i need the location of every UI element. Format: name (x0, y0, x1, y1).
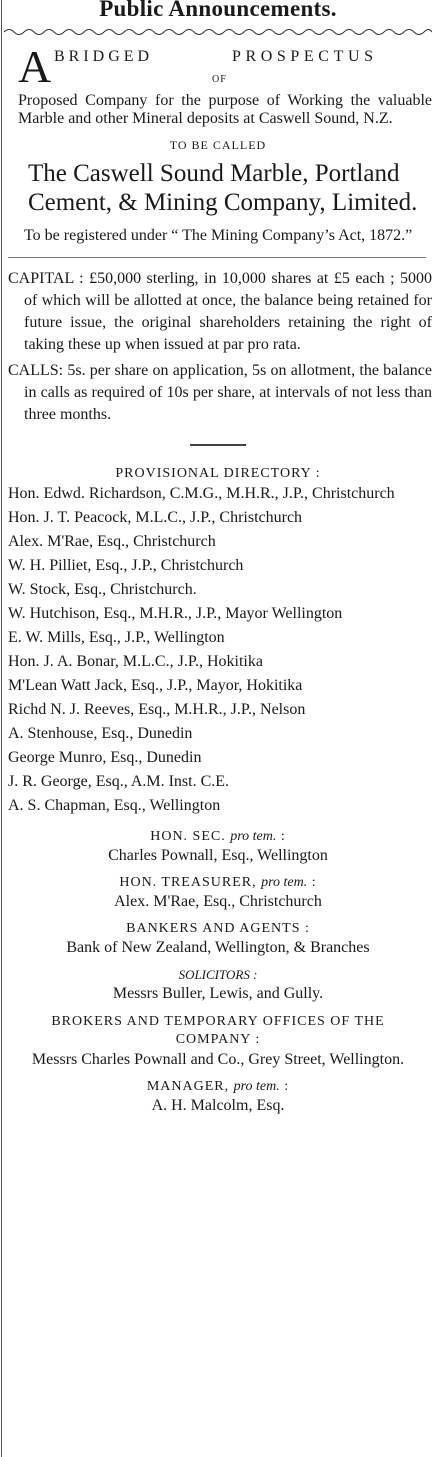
hon-sec-heading (4, 829, 432, 845)
director-entry: Hon. Edwd. Richardson, C.M.G., M.H.R., J.P., Christchurch (8, 485, 395, 502)
manager-colon: : (284, 1079, 290, 1094)
treasurer-label: HON. TREASURER, (119, 875, 257, 890)
section-heading: Public Announcements. (99, 0, 337, 21)
manager-label: MANAGER, (146, 1079, 230, 1094)
calls-terms: CALLS: 5s. per share on application, 5s on allotment, the balance in calls as required of 10s per share, at intervals of not less than three months. (8, 362, 432, 423)
announcement-column (4, 0, 432, 1117)
title-word-1: BRIDGED (54, 48, 154, 65)
director-entry: W. H. Pilliet, Esq., J.P., Christchurch (8, 557, 244, 574)
title-of: OF (212, 74, 227, 85)
director-entry: W. Hutchison, Esq., M.H.R., J.P., Mayor Wellington (8, 605, 343, 622)
director-entry: W. Stock, Esq., Christchurch. (8, 581, 197, 598)
director-entry: Hon. J. T. Peacock, M.L.C., J.P., Christchurch (8, 509, 303, 526)
hon-sec-label: HON. SEC. (150, 829, 226, 844)
director-entry: Hon. J. A. Bonar, M.L.C., J.P., Hokitika (8, 653, 263, 670)
directory-list (4, 484, 432, 815)
solicitors-name: Messrs Buller, Lewis, and Gully. (112, 985, 324, 1002)
director-entry: M'Lean Watt Jack, Esq., J.P., Mayor, Hokitika (8, 677, 303, 694)
manager-heading (4, 1079, 432, 1095)
brokers-name: Messrs Charles Pownall and Co., Grey Street, Wellington. (31, 1051, 405, 1068)
directory-heading: PROVISIONAL DIRECTORY : (115, 466, 321, 481)
capital-terms: CAPITAL : £50,000 sterling, in 10,000 shares at £5 each ; 5000 of which will be allotted at once, the balance being retained for future issue, the original shareholders retaining the right of taking these up when issued at par pro rata. (8, 270, 432, 353)
director-entry: A. Stenhouse, Esq., Dunedin (8, 725, 193, 742)
company-name: The Caswell Sound Marble, Portland Cement, & Mining Company, Limited. (28, 160, 418, 216)
bankers-name: Bank of New Zealand, Wellington, & Branches (66, 939, 370, 956)
hon-sec-colon: : (280, 829, 286, 844)
treasurer-name: Alex. M'Rae, Esq., Christchurch (114, 893, 322, 910)
short-divider (190, 444, 246, 446)
wavy-divider (4, 26, 432, 36)
brokers-heading: BROKERS AND TEMPORARY OFFICES OF THE COMPANY : (51, 1014, 385, 1047)
prospectus-description: Proposed Company for the purpose of Working the valuable Marble and other Mineral deposits at Caswell Sound, N.Z. (18, 92, 432, 127)
director-entry: E. W. Mills, Esq., J.P., Wellington (8, 629, 225, 646)
title-word-2: PROSPECTUS (232, 48, 378, 65)
manager-pro-tem: pro tem. (233, 1079, 280, 1094)
column-rule (1, 0, 2, 1457)
registration-note: To be registered under “ The Mining Company’s Act, 1872.” (24, 227, 413, 244)
director-entry: J. R. George, Esq., A.M. Inst. C.E. (8, 773, 230, 790)
section-divider (8, 257, 426, 258)
hon-sec-name: Charles Pownall, Esq., Wellington (108, 847, 328, 864)
bankers-heading: BANKERS AND AGENTS : (126, 921, 310, 936)
manager-name: A. H. Malcolm, Esq. (151, 1097, 285, 1114)
director-entry: A. S. Chapman, Esq., Wellington (8, 797, 221, 814)
director-entry: Alex. M'Rae, Esq., Christchurch (8, 533, 216, 550)
treasurer-heading (4, 875, 432, 891)
prospectus-title (4, 41, 432, 98)
to-be-called: TO BE CALLED (169, 138, 267, 152)
hon-sec-pro-tem: pro tem. (230, 829, 277, 844)
director-entry: George Munro, Esq., Dunedin (8, 749, 202, 766)
drop-cap: A (18, 41, 52, 92)
solicitors-heading: SOLICITORS : (178, 967, 258, 982)
treasurer-pro-tem: pro tem. (261, 875, 308, 890)
director-entry: Richd N. J. Reeves, Esq., M.H.R., J.P., Nelson (8, 701, 306, 718)
treasurer-colon: : (311, 875, 317, 890)
